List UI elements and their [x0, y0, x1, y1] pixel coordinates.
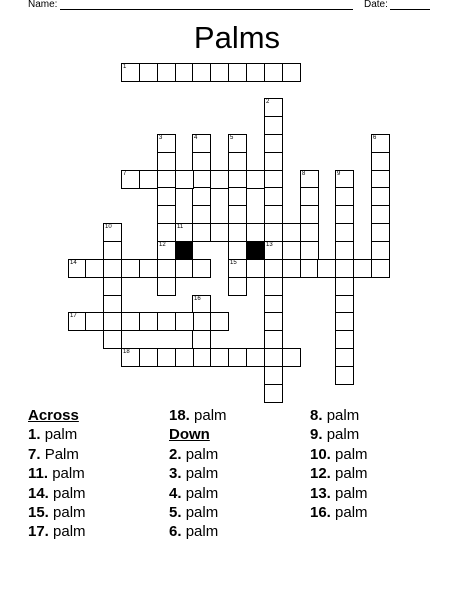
grid-cell[interactable]	[192, 259, 211, 278]
across-clue	[28, 445, 86, 464]
grid-cell[interactable]	[192, 348, 211, 367]
grid-cell[interactable]	[121, 63, 140, 82]
across-clue	[28, 484, 86, 503]
clue-column-2	[169, 406, 227, 542]
grid-cell[interactable]	[264, 134, 283, 153]
grid-cell[interactable]	[335, 277, 354, 296]
clue-number-label: 16	[194, 296, 201, 302]
grid-cell[interactable]	[139, 63, 158, 82]
grid-cell[interactable]	[210, 312, 229, 331]
clue-number-label: 9	[337, 171, 341, 177]
page-title: Palms	[193, 20, 281, 55]
grid-cell[interactable]	[282, 63, 301, 82]
clue-text: palm	[185, 504, 219, 522]
grid-cell[interactable]	[335, 366, 354, 385]
grid-cell[interactable]	[264, 277, 283, 296]
grid-cell[interactable]	[228, 63, 247, 82]
clue-number: 8.	[310, 407, 323, 424]
grid-cell[interactable]	[282, 348, 301, 367]
clue-text: palm	[53, 523, 86, 541]
grid-cell[interactable]	[282, 223, 301, 242]
across-clue	[28, 522, 86, 541]
grid-cell[interactable]	[335, 348, 354, 367]
grid-cell[interactable]	[121, 170, 140, 189]
grid-cell[interactable]	[192, 312, 211, 331]
grid-cell[interactable]	[300, 223, 319, 242]
grid-cell[interactable]	[103, 277, 122, 296]
grid-cell[interactable]	[335, 223, 354, 242]
grid-cell[interactable]	[335, 241, 354, 260]
grid-cell[interactable]	[371, 241, 390, 260]
clue-number: 10.	[310, 445, 331, 463]
grid-cell[interactable]	[139, 259, 158, 278]
grid-cell[interactable]	[264, 187, 283, 206]
grid-cell[interactable]	[246, 348, 265, 367]
grid-cell[interactable]	[228, 223, 247, 242]
grid-cell[interactable]	[264, 152, 283, 171]
clue-text: palm	[335, 465, 368, 483]
grid-cell[interactable]	[264, 98, 283, 117]
grid-cell[interactable]	[157, 134, 176, 153]
clue-number-label: 14	[70, 260, 77, 266]
grid-cell[interactable]	[103, 241, 122, 260]
down-clue	[169, 522, 227, 541]
clue-text: palm	[335, 504, 368, 522]
across-heading: Across	[28, 407, 79, 424]
clue-number: 1.	[28, 426, 41, 444]
grid-cell[interactable]	[210, 63, 229, 82]
grid-cell[interactable]	[175, 170, 194, 189]
grid-cell[interactable]	[192, 152, 211, 171]
clue-number: 7.	[28, 445, 41, 463]
clue-text: palm	[194, 407, 227, 424]
black-square	[175, 241, 193, 259]
across-clue	[169, 406, 227, 425]
down-heading: Down	[169, 426, 210, 444]
grid-cell[interactable]	[139, 312, 158, 331]
clue-number: 2.	[169, 445, 182, 463]
grid-cell[interactable]	[300, 241, 319, 260]
clue-column-3	[310, 406, 368, 522]
down-clue	[169, 445, 227, 464]
grid-cell[interactable]	[139, 170, 158, 189]
grid-cell[interactable]	[300, 205, 319, 224]
grid-cell[interactable]	[139, 348, 158, 367]
grid-cell[interactable]	[228, 241, 247, 260]
clue-number: 9.	[310, 426, 323, 444]
down-clue	[310, 406, 368, 425]
grid-cell[interactable]	[264, 312, 283, 331]
clue-text: palm	[185, 465, 219, 483]
clue-text: palm	[44, 426, 78, 444]
across-clue	[28, 425, 86, 444]
clue-number-label: 18	[123, 349, 130, 355]
clue-text: palm	[185, 523, 219, 541]
grid-cell[interactable]	[192, 187, 211, 206]
grid-cell[interactable]	[264, 384, 283, 403]
grid-cell[interactable]	[371, 187, 390, 206]
clue-number-label: 8	[302, 171, 306, 177]
grid-cell[interactable]	[264, 241, 283, 260]
clue-number-label: 17	[70, 313, 77, 319]
grid-cell[interactable]	[210, 170, 229, 189]
grid-cell[interactable]	[264, 259, 283, 278]
clue-text: palm	[335, 445, 368, 463]
grid-cell[interactable]	[210, 223, 229, 242]
clue-number: 5.	[169, 504, 182, 522]
grid-cell[interactable]	[85, 312, 104, 331]
clue-number-label: 6	[373, 135, 377, 141]
down-clue	[310, 503, 368, 522]
grid-cell[interactable]	[192, 63, 211, 82]
across-clue	[28, 503, 86, 522]
grid-cell[interactable]	[335, 312, 354, 331]
grid-cell[interactable]	[121, 312, 140, 331]
grid-cell[interactable]	[157, 241, 176, 260]
grid-cell[interactable]	[228, 152, 247, 171]
clue-text: Palm	[44, 445, 79, 463]
clue-number-label: 4	[194, 135, 198, 141]
grid-cell[interactable]	[246, 170, 265, 189]
grid-cell[interactable]	[157, 312, 176, 331]
clue-number: 16.	[310, 504, 331, 522]
clue-number: 11.	[28, 465, 49, 483]
clue-number-label: 5	[230, 135, 234, 141]
grid-cell[interactable]	[228, 205, 247, 224]
grid-cell[interactable]	[335, 330, 354, 349]
grid-cell[interactable]	[192, 330, 211, 349]
clue-text: palm	[53, 484, 86, 502]
grid-cell[interactable]	[264, 63, 283, 82]
grid-cell[interactable]	[246, 63, 265, 82]
date-label: Date:	[364, 0, 388, 10]
clue-number-label: 3	[159, 135, 163, 141]
grid-cell[interactable]	[264, 223, 283, 242]
grid-cell[interactable]	[371, 223, 390, 242]
clue-number-label: 2	[266, 99, 270, 105]
grid-cell[interactable]	[121, 348, 140, 367]
clue-number: 18.	[169, 407, 190, 424]
clue-number: 13.	[310, 484, 331, 502]
down-clue	[310, 464, 368, 483]
clue-number-label: 13	[266, 242, 273, 248]
grid-cell[interactable]	[264, 366, 283, 385]
grid-cell[interactable]	[157, 152, 176, 171]
grid-cell[interactable]	[175, 348, 194, 367]
clue-number: 3.	[169, 465, 182, 483]
grid-cell[interactable]	[335, 205, 354, 224]
down-clue	[310, 425, 368, 444]
grid-cell[interactable]	[103, 330, 122, 349]
across-clue	[28, 464, 86, 483]
grid-cell[interactable]	[157, 277, 176, 296]
grid-cell[interactable]	[228, 134, 247, 153]
clue-number: 17.	[28, 523, 49, 541]
down-clue	[310, 484, 368, 503]
grid-cell[interactable]	[246, 223, 265, 242]
grid-cell[interactable]	[264, 205, 283, 224]
clue-text: palm	[185, 445, 219, 463]
grid-cell[interactable]	[157, 348, 176, 367]
clue-text: palm	[326, 407, 360, 424]
clue-number-label: 12	[159, 242, 166, 248]
grid-cell[interactable]	[264, 348, 283, 367]
grid-cell[interactable]	[157, 259, 176, 278]
grid-cell[interactable]	[210, 348, 229, 367]
grid-cell[interactable]	[121, 259, 140, 278]
grid-cell[interactable]	[335, 259, 354, 278]
clue-number-label: 15	[230, 260, 237, 266]
grid-cell[interactable]	[157, 63, 176, 82]
down-clue	[169, 503, 227, 522]
grid-cell[interactable]	[175, 312, 194, 331]
clue-column-1	[28, 406, 86, 542]
name-label: Name:	[28, 0, 58, 10]
grid-cell[interactable]	[371, 134, 390, 153]
clue-number-label: 1	[123, 64, 127, 70]
grid-cell[interactable]	[228, 348, 247, 367]
grid-cell[interactable]	[103, 312, 122, 331]
clue-text: palm	[326, 426, 360, 444]
grid-cell[interactable]	[335, 187, 354, 206]
grid-cell[interactable]	[192, 223, 211, 242]
grid-cell[interactable]	[264, 330, 283, 349]
clue-number: 4.	[169, 484, 182, 502]
clue-number: 6.	[169, 523, 182, 541]
grid-cell[interactable]	[282, 259, 301, 278]
grid-cell[interactable]	[353, 259, 372, 278]
grid-cell[interactable]	[317, 259, 336, 278]
grid-cell[interactable]	[371, 259, 390, 278]
grid-cell[interactable]	[192, 134, 211, 153]
clue-number: 15.	[28, 504, 49, 522]
clue-text: palm	[335, 484, 368, 502]
clue-number-label: 11	[177, 224, 184, 230]
black-square	[246, 241, 264, 259]
clue-number: 14.	[28, 484, 49, 502]
down-clue	[169, 484, 227, 503]
grid-cell[interactable]	[192, 205, 211, 224]
clue-number-label: 7	[123, 171, 127, 177]
down-clue	[169, 464, 227, 483]
grid-cell[interactable]	[264, 116, 283, 135]
clue-number: 12.	[310, 465, 331, 483]
grid-cell[interactable]	[228, 277, 247, 296]
grid-cell[interactable]	[246, 259, 265, 278]
grid-cell[interactable]	[103, 223, 122, 242]
grid-cell[interactable]	[228, 259, 247, 278]
clue-text: palm	[52, 465, 85, 483]
grid-cell[interactable]	[371, 205, 390, 224]
clue-text: palm	[53, 504, 86, 522]
grid-cell[interactable]	[103, 259, 122, 278]
grid-cell[interactable]	[157, 223, 176, 242]
clue-number-label: 10	[105, 224, 112, 230]
grid-cell[interactable]	[371, 152, 390, 171]
grid-cell[interactable]	[157, 187, 176, 206]
grid-cell[interactable]	[85, 259, 104, 278]
grid-cell[interactable]	[228, 187, 247, 206]
clue-text: palm	[185, 484, 219, 502]
grid-cell[interactable]	[157, 205, 176, 224]
grid-cell[interactable]	[300, 187, 319, 206]
down-clue	[310, 445, 368, 464]
